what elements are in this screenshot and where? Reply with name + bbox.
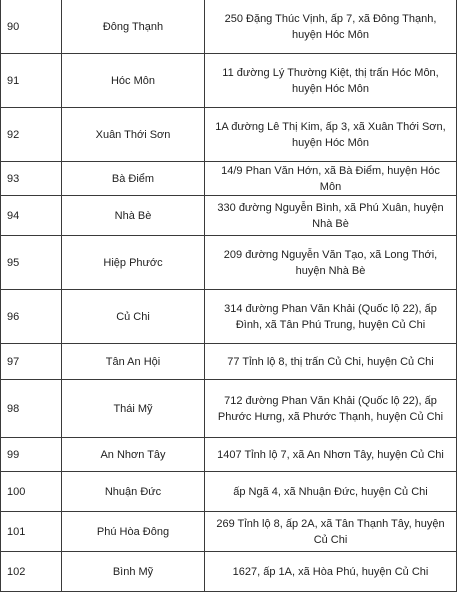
table-row [1, 512, 457, 552]
row-number: 93 [1, 162, 62, 196]
ward-address: 209 đường Nguyễn Văn Tạo, xã Long Thới, huyện Nhà Bè [205, 236, 457, 290]
ward-name: Xuân Thới Sơn [62, 108, 205, 162]
table-row [1, 162, 457, 196]
table-row [1, 290, 457, 344]
table-row [1, 196, 457, 236]
row-number: 101 [1, 512, 62, 552]
ward-address: 712 đường Phan Văn Khải (Quốc lộ 22), ấp Phước Hưng, xã Phước Thạnh, huyện Củ Chi [205, 380, 457, 438]
ward-name: Bà Điểm [62, 162, 205, 196]
ward-address: 77 Tỉnh lộ 8, thị trấn Củ Chi, huyện Củ Chi [205, 344, 457, 380]
row-number: 96 [1, 290, 62, 344]
table-row [1, 54, 457, 108]
ward-name: Nhà Bè [62, 196, 205, 236]
table-row [1, 438, 457, 472]
row-number: 95 [1, 236, 62, 290]
ward-name: Đông Thạnh [62, 0, 205, 54]
row-number: 91 [1, 54, 62, 108]
ward-address: 14/9 Phan Văn Hớn, xã Bà Điểm, huyện Hóc Môn [205, 162, 457, 196]
row-number: 99 [1, 438, 62, 472]
ward-name: An Nhơn Tây [62, 438, 205, 472]
table-row [1, 472, 457, 512]
ward-address: 269 Tỉnh lộ 8, ấp 2A, xã Tân Thạnh Tây, huyện Củ Chi [205, 512, 457, 552]
row-number: 94 [1, 196, 62, 236]
address-table-body [1, 0, 457, 592]
row-number: 100 [1, 472, 62, 512]
ward-address: 11 đường Lý Thường Kiệt, thị trấn Hóc Môn, huyện Hóc Môn [205, 54, 457, 108]
ward-address: ấp Ngã 4, xã Nhuận Đức, huyện Củ Chi [205, 472, 457, 512]
row-number: 90 [1, 0, 62, 54]
ward-name: Phú Hòa Đông [62, 512, 205, 552]
table-row [1, 552, 457, 592]
table-row [1, 236, 457, 290]
table-row [1, 108, 457, 162]
row-number: 98 [1, 380, 62, 438]
table-row [1, 0, 457, 54]
ward-name: Hiệp Phước [62, 236, 205, 290]
table-row [1, 344, 457, 380]
ward-name: Hóc Môn [62, 54, 205, 108]
ward-address: 1627, ấp 1A, xã Hòa Phú, huyện Củ Chi [205, 552, 457, 592]
row-number: 97 [1, 344, 62, 380]
row-number: 102 [1, 552, 62, 592]
ward-address: 314 đường Phan Văn Khải (Quốc lộ 22), ấp Đình, xã Tân Phú Trung, huyện Củ Chi [205, 290, 457, 344]
ward-name: Nhuận Đức [62, 472, 205, 512]
ward-address: 1407 Tỉnh lộ 7, xã An Nhơn Tây, huyện Củ Chi [205, 438, 457, 472]
ward-address: 250 Đặng Thúc Vịnh, ấp 7, xã Đông Thạnh, huyện Hóc Môn [205, 0, 457, 54]
ward-name: Bình Mỹ [62, 552, 205, 592]
ward-address: 1A đường Lê Thị Kim, ấp 3, xã Xuân Thới Sơn, huyện Hóc Môn [205, 108, 457, 162]
ward-name: Củ Chi [62, 290, 205, 344]
row-number: 92 [1, 108, 62, 162]
ward-address: 330 đường Nguyễn Bình, xã Phú Xuân, huyện Nhà Bè [205, 196, 457, 236]
ward-name: Tân An Hội [62, 344, 205, 380]
table-row [1, 380, 457, 438]
ward-name: Thái Mỹ [62, 380, 205, 438]
